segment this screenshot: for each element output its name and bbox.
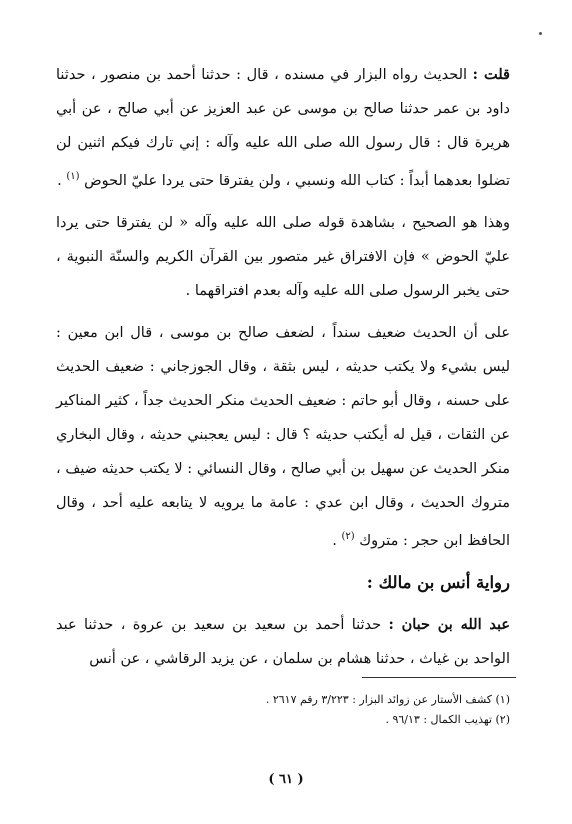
footnote-1: (١) كشف الأستار عن زوائد البزار : ٣/٢٢٣ رقم ٢٦١٧ . [265, 693, 510, 706]
footnote-divider [362, 677, 516, 678]
paragraph-end: . [332, 532, 342, 549]
paragraph-lead: عبد الله بن حبان : [388, 615, 511, 633]
paragraph-end: . [57, 172, 67, 189]
section-heading: رواية أنس بن مالك : [366, 572, 510, 592]
paragraph-2 [56, 206, 510, 308]
paragraph-body: الحديث رواه البزار في مسنده ، قال : حدثنا أحمد بن منصور ، حدثنا داود بن عمر حدثنا صالح بن موسى عن عبد العزيز عن أبي صالح ، عن أبي هريرة قال : قال رسول الله صلى الله عليه وآله : إني تارك فيكم اثنين لن تضلوا بعدهما أبداً : كتاب الله ونسبي ، ولن يفترقا حتى يردا عليّ الحوض [56, 67, 510, 189]
page-number: ( ٦١ ) [268, 772, 304, 787]
footnote-ref-2: (٢) [341, 530, 355, 542]
footnote-ref-1: (١) [66, 171, 80, 182]
paragraph-body: على أن الحديث ضعيف سنداً ، لضعف صالح بن موسى ، قال ابن معين : ليس بشيء ولا يكتب حديثه ، ليس بثقة ، وقال الجوزجاني : ضعيف الحديث على حسنه ، وقال أبو حاتم : ضعيف الحديث منكر الحديث جداً ، كثير المناكير عن الثقات ، قيل له أيكتب حديثه ؟ قال : ليس يعجبني حديثه ، وقال البخاري منكر الحديث عن سهيل بن أبي صالح ، وقال النسائي : لا يكتب حديثه ضيف ، متروك الحديث ، وقال ابن عدي : عامة ما يرويه لا يتابعه عليه أحد ، وقال الحافظ ابن حجر : متروك [56, 324, 510, 549]
main-text [56, 58, 510, 684]
scan-speck [539, 32, 542, 35]
paragraph-3 [56, 316, 510, 558]
footnote-2: (٢) تهذيب الكمال : ٩٦/١٣ . [385, 713, 510, 726]
paragraph-body: وهذا هو الصحيح ، بشاهدة قوله صلى الله عليه وآله « لن يفترقا حتى يردا عليّ الحوض » فإن الافتراق غير متصور بين القرآن الكريم والسنّة النبوية ، حتى يخبر الرسول صلى الله عليه وآله بعدم افتراقهما . [56, 214, 510, 299]
paragraph-lead: قلت : [472, 66, 510, 83]
paragraph-body: حدثنا أحمد بن سعيد بن سعيد بن عروة ، حدثنا عبد الواحد بن غياث ، حدثنا هشام بن سلمان ، عن يزيد الرقاشي ، عن أنس [56, 616, 510, 667]
paragraph-4 [56, 608, 510, 676]
footnotes [56, 690, 510, 730]
paragraph-1 [56, 58, 510, 198]
